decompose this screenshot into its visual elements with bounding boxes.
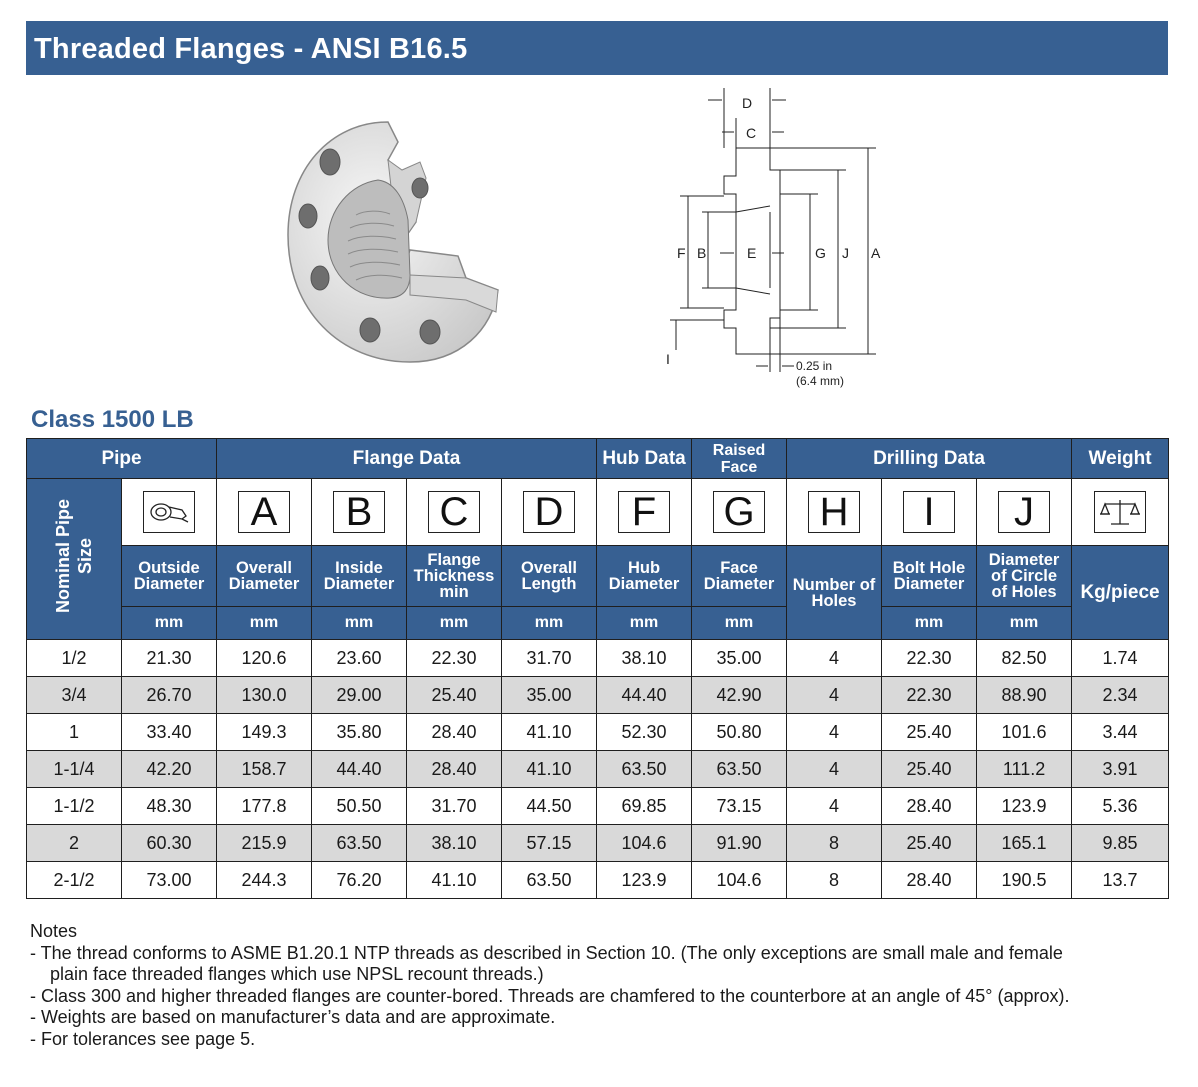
table-cell: 69.85 bbox=[597, 788, 692, 825]
table-cell: 44.50 bbox=[502, 788, 597, 825]
header-hub-diameter bbox=[597, 546, 692, 607]
table-cell: 4 bbox=[787, 714, 882, 751]
symbol-cell-b bbox=[312, 479, 407, 546]
table-cell: 21.30 bbox=[122, 640, 217, 677]
nps-header-text bbox=[52, 499, 96, 613]
balance-scale-icon bbox=[1094, 491, 1146, 533]
table-cell: 130.0 bbox=[217, 677, 312, 714]
table-cell: 33.40 bbox=[122, 714, 217, 751]
group-header-hub: Hub Data bbox=[597, 439, 692, 479]
table-cell: 177.8 bbox=[217, 788, 312, 825]
title-banner bbox=[26, 21, 1168, 75]
table-cell: 73.00 bbox=[122, 862, 217, 899]
hdr-text: Thickness bbox=[413, 567, 495, 585]
unit-cell: mm bbox=[407, 607, 502, 640]
table-cell: 63.50 bbox=[597, 751, 692, 788]
cell-nps: 1-1/2 bbox=[27, 788, 122, 825]
unit-cell: mm bbox=[122, 607, 217, 640]
header-nominal-pipe-size bbox=[27, 479, 122, 640]
dim-label-c: C bbox=[746, 125, 757, 141]
table-cell: 165.1 bbox=[977, 825, 1072, 862]
clearance-note-in: 0.25 in bbox=[796, 359, 833, 373]
hdr-text: Outside bbox=[138, 559, 200, 577]
table-cell: 101.6 bbox=[977, 714, 1072, 751]
hdr-text: Overall bbox=[236, 559, 292, 577]
table-cell: 3.44 bbox=[1072, 714, 1169, 751]
table-row bbox=[27, 788, 1169, 825]
hdr-text: Bolt Hole bbox=[892, 559, 966, 577]
cell-nps: 3/4 bbox=[27, 677, 122, 714]
table-cell: 4 bbox=[787, 640, 882, 677]
cell-nps: 1-1/4 bbox=[27, 751, 122, 788]
table-cell: 9.85 bbox=[1072, 825, 1169, 862]
group-header-raised-face bbox=[692, 439, 787, 479]
header-circle-diameter bbox=[977, 546, 1072, 607]
table-row bbox=[27, 825, 1169, 862]
table-row bbox=[27, 677, 1169, 714]
hdr-text: Diameter bbox=[228, 575, 300, 593]
table-cell: 28.40 bbox=[882, 788, 977, 825]
table-cell: 50.50 bbox=[312, 788, 407, 825]
hdr-text: of Holes bbox=[991, 583, 1057, 601]
table-cell: 63.50 bbox=[502, 862, 597, 899]
note-item: - Class 300 and higher threaded flanges are counter-bored. Threads are chamfered to the counterbore at an angle of 45° (approx). bbox=[30, 985, 1070, 1006]
header-overall-diameter bbox=[217, 546, 312, 607]
note-item: - For tolerances see page 5. bbox=[30, 1028, 256, 1049]
note-item: - The thread conforms to ASME B1.20.1 NTP threads as described in Section 10. (The only exceptions are small male and female bbox=[30, 942, 1063, 963]
table-cell: 4 bbox=[787, 751, 882, 788]
header-inside-diameter bbox=[312, 546, 407, 607]
table-cell: 42.90 bbox=[692, 677, 787, 714]
table-cell: 76.20 bbox=[312, 862, 407, 899]
table-cell: 22.30 bbox=[407, 640, 502, 677]
dimension-table bbox=[26, 438, 1169, 899]
symbol-cell-c bbox=[407, 479, 502, 546]
group-header-drilling: Drilling Data bbox=[787, 439, 1072, 479]
table-cell: 190.5 bbox=[977, 862, 1072, 899]
table-row bbox=[27, 640, 1169, 677]
group-header-pipe: Pipe bbox=[27, 439, 217, 479]
table-cell: 57.15 bbox=[502, 825, 597, 862]
table-cell: 215.9 bbox=[217, 825, 312, 862]
table-cell: 91.90 bbox=[692, 825, 787, 862]
note-item: - Weights are based on manufacturer’s data and are approximate. bbox=[30, 1007, 556, 1028]
table-cell: 1.74 bbox=[1072, 640, 1169, 677]
symbol-j: J bbox=[998, 491, 1050, 533]
table-cell: 26.70 bbox=[122, 677, 217, 714]
table-cell: 50.80 bbox=[692, 714, 787, 751]
table-cell: 158.7 bbox=[217, 751, 312, 788]
table-cell: 25.40 bbox=[882, 714, 977, 751]
table-cell: 38.10 bbox=[407, 825, 502, 862]
header-flange-thickness bbox=[407, 546, 502, 607]
hdr-text: min bbox=[439, 583, 469, 601]
hdr-text: Holes bbox=[811, 591, 857, 610]
unit-cell: mm bbox=[597, 607, 692, 640]
unit-cell: mm bbox=[882, 607, 977, 640]
dim-label-d: D bbox=[742, 95, 753, 111]
hdr-text: Hub bbox=[627, 559, 661, 577]
table-row bbox=[27, 714, 1169, 751]
class-title: Class 1500 LB bbox=[31, 406, 194, 433]
table-cell: 13.7 bbox=[1072, 862, 1169, 899]
table-cell: 88.90 bbox=[977, 677, 1072, 714]
table-cell: 63.50 bbox=[312, 825, 407, 862]
hdr-text: Diameter bbox=[703, 575, 775, 593]
hdr-text: Number of bbox=[792, 575, 876, 594]
table-cell: 28.40 bbox=[882, 862, 977, 899]
table-cell: 22.30 bbox=[882, 640, 977, 677]
symbol-cell-pipe bbox=[122, 479, 217, 546]
table-cell: 244.3 bbox=[217, 862, 312, 899]
dim-label-b: B bbox=[697, 245, 707, 261]
hdr-text: Diameter bbox=[988, 551, 1060, 569]
header-kg-piece: Kg/piece bbox=[1072, 546, 1169, 640]
symbol-f: F bbox=[618, 491, 670, 533]
hdr-text: Diameter bbox=[893, 575, 965, 593]
table-cell: 5.36 bbox=[1072, 788, 1169, 825]
table-cell: 25.40 bbox=[882, 751, 977, 788]
nps-line-1: Nominal Pipe bbox=[53, 499, 73, 614]
hdr-text: Flange bbox=[427, 551, 481, 569]
clearance-note-mm: (6.4 mm) bbox=[796, 374, 844, 388]
table-row bbox=[27, 862, 1169, 899]
cell-nps: 2 bbox=[27, 825, 122, 862]
header-outside-diameter bbox=[122, 546, 217, 607]
table-cell: 31.70 bbox=[407, 788, 502, 825]
table-cell: 25.40 bbox=[407, 677, 502, 714]
table-cell: 4 bbox=[787, 788, 882, 825]
table-cell: 41.10 bbox=[407, 862, 502, 899]
header-number-of-holes bbox=[787, 546, 882, 640]
table-cell: 149.3 bbox=[217, 714, 312, 751]
group-header-weight: Weight bbox=[1072, 439, 1169, 479]
table-cell: 28.40 bbox=[407, 751, 502, 788]
cell-nps: 2-1/2 bbox=[27, 862, 122, 899]
unit-cell: mm bbox=[217, 607, 312, 640]
hdr-text: Inside bbox=[335, 559, 383, 577]
symbol-cell-i bbox=[882, 479, 977, 546]
notes-section bbox=[30, 921, 1070, 1051]
table-cell: 44.40 bbox=[312, 751, 407, 788]
table-cell: 28.40 bbox=[407, 714, 502, 751]
page-title: Threaded Flanges - ANSI B16.5 bbox=[34, 33, 468, 65]
table-cell: 4 bbox=[787, 677, 882, 714]
header-face-diameter bbox=[692, 546, 787, 607]
hdr-text: Face bbox=[720, 559, 758, 577]
table-cell: 31.70 bbox=[502, 640, 597, 677]
dim-label-e: E bbox=[747, 245, 757, 261]
symbol-cell-g bbox=[692, 479, 787, 546]
table-cell: 120.6 bbox=[217, 640, 312, 677]
table-cell: 29.00 bbox=[312, 677, 407, 714]
table-cell: 104.6 bbox=[597, 825, 692, 862]
symbol-cell-weight bbox=[1072, 479, 1169, 546]
table-cell: 48.30 bbox=[122, 788, 217, 825]
table-cell: 73.15 bbox=[692, 788, 787, 825]
hdr-text: Diameter bbox=[323, 575, 395, 593]
table-cell: 35.00 bbox=[692, 640, 787, 677]
header-bolt-hole-diameter bbox=[882, 546, 977, 607]
table-cell: 35.00 bbox=[502, 677, 597, 714]
symbol-cell-d bbox=[502, 479, 597, 546]
table-cell: 25.40 bbox=[882, 825, 977, 862]
dim-label-f: F bbox=[677, 245, 686, 261]
table-cell: 8 bbox=[787, 862, 882, 899]
hdr-text: of Circle bbox=[991, 567, 1058, 585]
table-cell: 8 bbox=[787, 825, 882, 862]
cell-nps: 1/2 bbox=[27, 640, 122, 677]
table-cell: 42.20 bbox=[122, 751, 217, 788]
table-cell: 2.34 bbox=[1072, 677, 1169, 714]
symbol-c: C bbox=[428, 491, 480, 533]
table-cell: 3.91 bbox=[1072, 751, 1169, 788]
symbol-h: H bbox=[808, 491, 860, 533]
dim-label-a: A bbox=[871, 245, 881, 261]
dim-label-j: J bbox=[842, 245, 849, 261]
hdr-text: Length bbox=[521, 575, 577, 593]
symbol-g: G bbox=[713, 491, 765, 533]
flange-illustration bbox=[270, 100, 510, 375]
raised-line-1: Raised bbox=[712, 441, 766, 459]
group-header-flange: Flange Data bbox=[217, 439, 597, 479]
header-overall-length bbox=[502, 546, 597, 607]
table-cell: 63.50 bbox=[692, 751, 787, 788]
symbol-cell-h bbox=[787, 479, 882, 546]
raised-line-2: Face bbox=[720, 458, 758, 476]
table-cell: 41.10 bbox=[502, 714, 597, 751]
symbol-cell-j bbox=[977, 479, 1072, 546]
table-cell: 38.10 bbox=[597, 640, 692, 677]
hdr-text: Overall bbox=[521, 559, 577, 577]
unit-cell: mm bbox=[692, 607, 787, 640]
dim-label-i: I bbox=[666, 351, 670, 367]
symbol-b: B bbox=[333, 491, 385, 533]
table-cell: 123.9 bbox=[597, 862, 692, 899]
table-cell: 52.30 bbox=[597, 714, 692, 751]
table-row bbox=[27, 751, 1169, 788]
table-cell: 44.40 bbox=[597, 677, 692, 714]
hdr-text: Diameter bbox=[608, 575, 680, 593]
table-cell: 23.60 bbox=[312, 640, 407, 677]
dimension-diagram bbox=[660, 88, 920, 398]
symbol-d: D bbox=[523, 491, 575, 533]
notes-heading: Notes bbox=[30, 921, 78, 941]
table-cell: 35.80 bbox=[312, 714, 407, 751]
symbol-i: I bbox=[903, 491, 955, 533]
table-cell: 60.30 bbox=[122, 825, 217, 862]
symbol-a: A bbox=[238, 491, 290, 533]
unit-cell: mm bbox=[312, 607, 407, 640]
dim-label-g: G bbox=[815, 245, 826, 261]
table-cell: 123.9 bbox=[977, 788, 1072, 825]
nps-line-2: Size bbox=[75, 538, 95, 575]
table-cell: 104.6 bbox=[692, 862, 787, 899]
symbol-cell-f bbox=[597, 479, 692, 546]
table-cell: 82.50 bbox=[977, 640, 1072, 677]
table-cell: 41.10 bbox=[502, 751, 597, 788]
unit-cell: mm bbox=[502, 607, 597, 640]
table-cell: 111.2 bbox=[977, 751, 1072, 788]
pipe-tag-icon bbox=[143, 491, 195, 533]
symbol-cell-a bbox=[217, 479, 312, 546]
cell-nps: 1 bbox=[27, 714, 122, 751]
hdr-text: Diameter bbox=[133, 575, 205, 593]
table-cell: 22.30 bbox=[882, 677, 977, 714]
note-item-continuation: plain face threaded flanges which use NPSL recount threads.) bbox=[50, 964, 544, 985]
unit-cell: mm bbox=[977, 607, 1072, 640]
table-body bbox=[27, 640, 1169, 899]
